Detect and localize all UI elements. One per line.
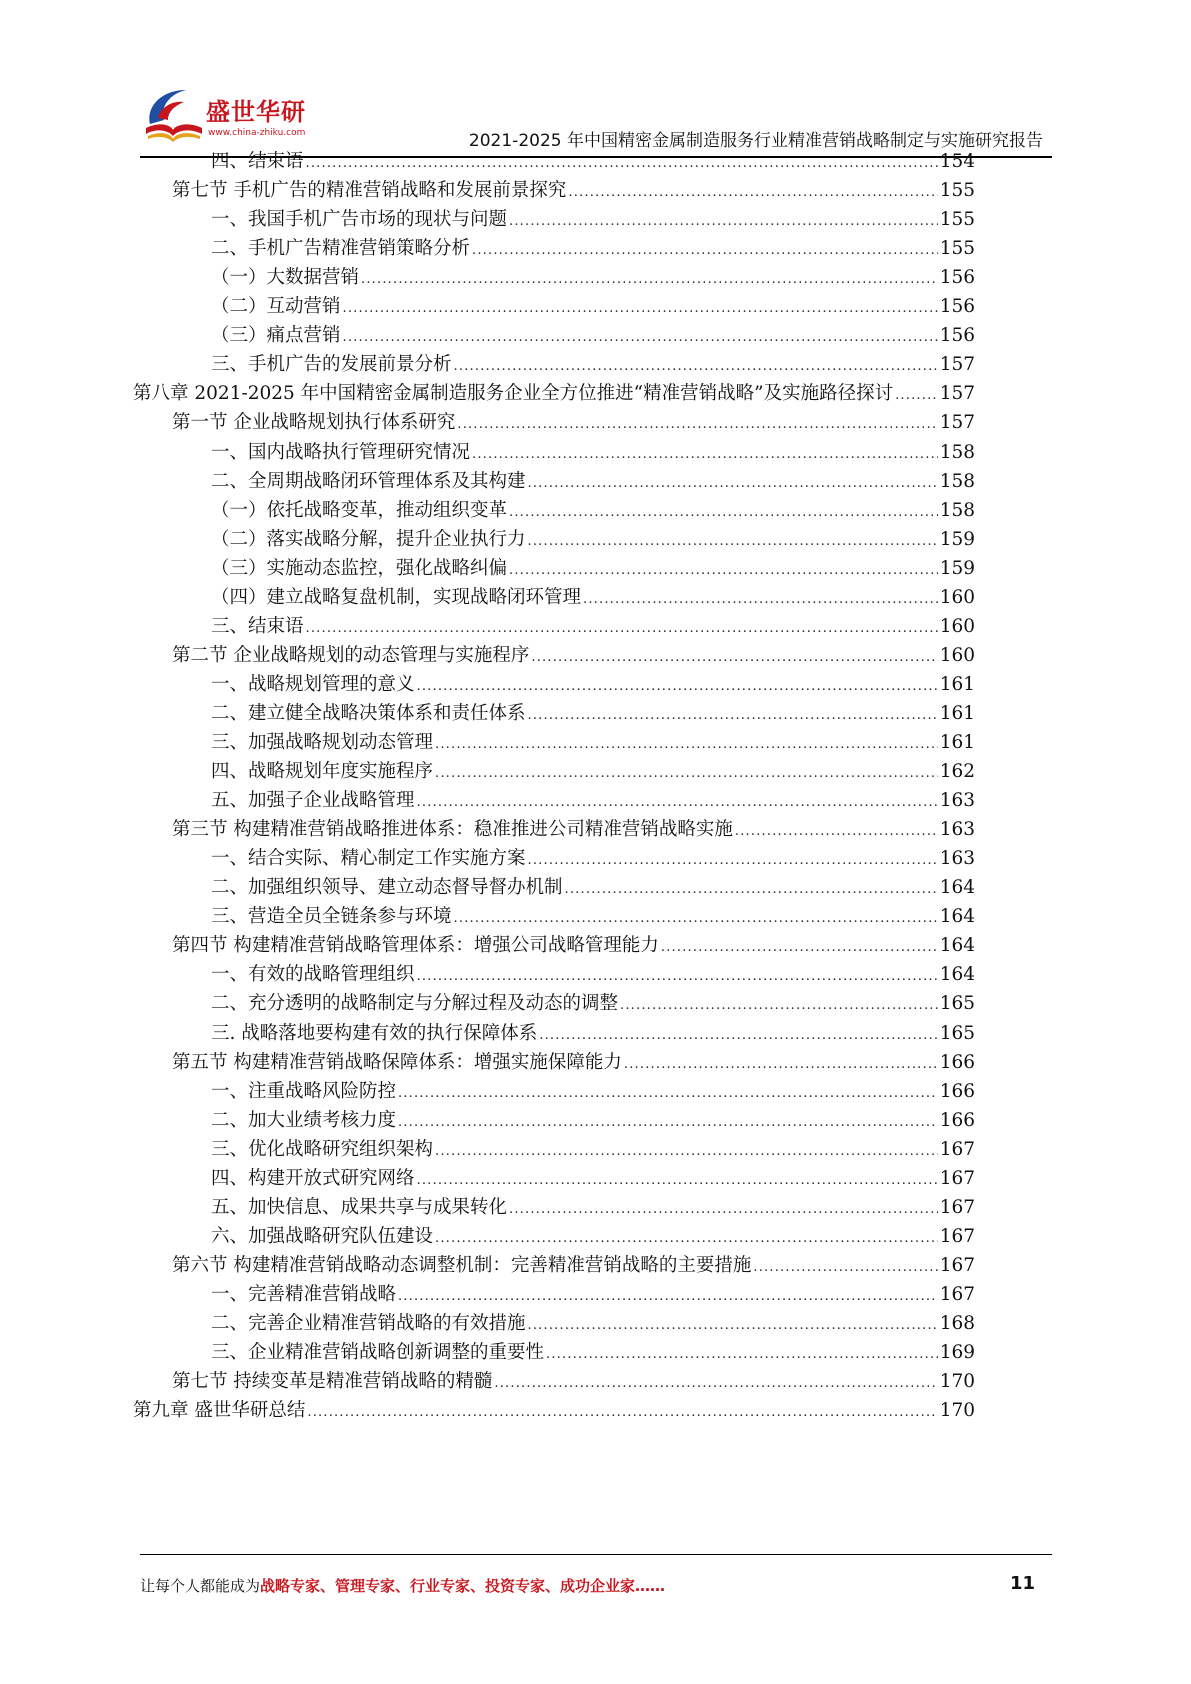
toc-entry-page: 164 <box>939 935 975 957</box>
toc-entry[interactable] <box>211 524 975 555</box>
toc-entry[interactable] <box>211 698 975 729</box>
logo-url: www.china-zhiku.com <box>208 128 306 138</box>
toc-entry[interactable] <box>172 814 975 845</box>
toc-entry-label: 一、结合实际、精心制定工作实施方案 <box>211 848 526 870</box>
toc-entry-page: 156 <box>939 325 975 347</box>
toc-entry[interactable] <box>211 785 975 816</box>
page-header <box>0 0 1191 160</box>
toc-entry-page: 159 <box>939 528 975 550</box>
toc-entry[interactable] <box>211 582 975 613</box>
toc-entry-label: （四）建立战略复盘机制，实现战略闭环管理 <box>211 586 582 608</box>
toc-entry[interactable] <box>211 611 975 642</box>
toc-entry[interactable] <box>211 872 975 903</box>
toc-entry[interactable] <box>211 262 975 293</box>
footer-slogan-prefix: 让每个人都能成为 <box>140 1577 261 1595</box>
toc-entry-page: 158 <box>939 499 975 521</box>
toc-entry[interactable] <box>211 1134 975 1165</box>
toc-entry-label: 一、国内战略执行管理研究情况 <box>211 441 471 463</box>
toc-entry[interactable] <box>211 466 975 497</box>
toc-entry[interactable] <box>211 756 975 787</box>
toc-entry-label: 一、我国手机广告市场的现状与问题 <box>211 209 508 231</box>
toc-entry-page: 166 <box>939 1080 975 1102</box>
toc-entry-label: 第七节 持续变革是精准营销战略的精髓 <box>172 1371 493 1393</box>
toc-entry-page: 170 <box>939 1400 975 1422</box>
toc-entry[interactable] <box>211 320 975 351</box>
toc-entry-page: 164 <box>939 906 975 928</box>
page-number: 11 <box>1009 1573 1035 1594</box>
toc-entry-label: 第二节 企业战略规划的动态管理与实施程序 <box>172 644 530 666</box>
toc-entry-label: 三、营造全员全链条参与环境 <box>211 906 452 928</box>
toc-entry-label: 三. 战略落地要构建有效的执行保障体系 <box>211 1022 538 1044</box>
toc-entry-label: 二、加大业绩考核力度 <box>211 1109 397 1131</box>
company-logo <box>140 84 320 154</box>
toc-entry[interactable] <box>211 1192 975 1223</box>
toc-entry[interactable] <box>211 1308 975 1339</box>
toc-entry[interactable] <box>211 1337 975 1368</box>
toc-entry[interactable] <box>172 407 975 438</box>
toc-entry-page: 159 <box>939 557 975 579</box>
toc-entry-page: 166 <box>939 1109 975 1131</box>
toc-entry-label: （一）大数据营销 <box>211 267 360 289</box>
toc-entry[interactable] <box>211 553 975 584</box>
toc-entry-label: 四、构建开放式研究网络 <box>211 1167 415 1189</box>
toc-entry-page: 168 <box>939 1313 975 1334</box>
toc-entry-label: 一、注重战略风险防控 <box>211 1080 397 1102</box>
toc-entry[interactable] <box>172 175 975 206</box>
toc-entry-page: 161 <box>939 702 975 724</box>
toc-entry[interactable] <box>211 959 975 990</box>
toc-entry[interactable] <box>211 437 975 468</box>
toc-entry[interactable] <box>172 1250 975 1281</box>
toc-entry-label: 四、战略规划年度实施程序 <box>211 761 434 783</box>
toc-entry[interactable] <box>133 1395 975 1426</box>
toc-entry-label: 第六节 构建精准营销战略动态调整机制：完善精准营销战略的主要措施 <box>172 1254 752 1276</box>
toc-entry-label: 第五节 构建精准营销战略保障体系：增强实施保障能力 <box>172 1051 622 1073</box>
toc-entry-label: 一、有效的战略管理组织 <box>211 964 415 986</box>
toc-entry[interactable] <box>211 1163 975 1194</box>
toc-entry[interactable] <box>211 901 975 932</box>
toc-entry-label: 第一节 企业战略规划执行体系研究 <box>172 412 456 434</box>
toc-entry-page: 167 <box>939 1138 975 1160</box>
toc-entry-label: 二、手机广告精准营销策略分析 <box>211 238 471 260</box>
toc-entry[interactable] <box>211 146 975 177</box>
toc-entry[interactable] <box>211 1279 975 1310</box>
toc-entry-label: 三、加强战略规划动态管理 <box>211 732 434 753</box>
footer-divider <box>140 1554 1052 1555</box>
toc-entry-label: 三、优化战略研究组织架构 <box>211 1138 434 1160</box>
toc-entry-label: （二）互动营销 <box>211 296 341 318</box>
toc-entry-page: 155 <box>939 209 975 231</box>
toc-entry-label: 三、企业精准营销战略创新调整的重要性 <box>211 1342 545 1364</box>
toc-entry-page: 156 <box>939 296 975 318</box>
toc-entry-label: 五、加强子企业战略管理 <box>211 790 415 812</box>
toc-entry[interactable] <box>211 204 975 235</box>
toc-entry-page: 167 <box>939 1254 975 1276</box>
toc-entry-label: 第四节 构建精准营销战略管理体系：增强公司战略管理能力 <box>172 935 659 957</box>
toc-entry-label: 第九章 盛世华研总结 <box>133 1400 306 1422</box>
toc-entry-page: 154 <box>939 151 975 172</box>
toc-entry[interactable] <box>211 843 975 874</box>
toc-entry[interactable] <box>172 930 975 961</box>
toc-entry-page: 162 <box>939 761 975 783</box>
toc-entry-label: 二、充分透明的战略制定与分解过程及动态的调整 <box>211 993 619 1015</box>
toc-entry-label: 第三节 构建精准营销战略推进体系：稳准推进公司精准营销战略实施 <box>172 819 733 841</box>
toc-entry-label: 第八章 2021-2025 年中国精密金属制造服务企业全方位推进“精准营销战略”及实施路径探讨 <box>133 383 894 405</box>
toc-entry-page: 156 <box>939 267 975 289</box>
toc-entry-label: 一、完善精准营销战略 <box>211 1283 397 1305</box>
toc-entry-label: 二、建立健全战略决策体系和责任体系 <box>211 702 526 724</box>
toc-entry-page: 160 <box>939 615 975 637</box>
toc-entry-label: （三）痛点营销 <box>211 325 341 347</box>
toc-entry-page: 170 <box>939 1371 975 1393</box>
toc-entry[interactable] <box>211 1221 975 1252</box>
toc-entry-label: 二、加强组织领导、建立动态督导督办机制 <box>211 877 563 899</box>
toc-entry-label: 三、手机广告的发展前景分析 <box>211 354 452 376</box>
toc-entry-label: 三、结束语 <box>211 615 304 637</box>
toc-entry[interactable] <box>211 727 975 758</box>
report-title: 2021-2025 年中国精密金属制造服务行业精准营销战略制定与实施研究报告 <box>468 131 1043 151</box>
toc-entry-page: 163 <box>939 819 975 841</box>
toc-entry[interactable] <box>211 233 975 264</box>
toc-entry-page: 160 <box>939 644 975 666</box>
toc-entry-label: （二）落实战略分解，提升企业执行力 <box>211 528 526 550</box>
toc-entry-page: 167 <box>939 1283 975 1305</box>
footer-slogan <box>140 1575 665 1596</box>
toc-entry-page: 166 <box>939 1051 975 1073</box>
toc-entry[interactable] <box>211 1018 975 1049</box>
footer-slogan-highlights: 战略专家、管理专家、行业专家、投资专家、成功企业家…… <box>260 1577 666 1595</box>
toc-entry-page: 164 <box>939 964 975 986</box>
toc-entry-label: 二、完善企业精准营销战略的有效措施 <box>211 1313 526 1334</box>
toc-entry-page: 157 <box>939 412 975 434</box>
toc-entry-page: 167 <box>939 1167 975 1189</box>
toc-entry[interactable] <box>211 495 975 526</box>
toc-entry-page: 158 <box>939 441 975 463</box>
toc-entry-page: 169 <box>939 1342 975 1364</box>
toc-entry[interactable] <box>172 640 975 671</box>
toc-entry-label: （一）依托战略变革，推动组织变革 <box>211 499 508 521</box>
toc-entry-page: 160 <box>939 586 975 608</box>
toc-entry-label: （三）实施动态监控，强化战略纠偏 <box>211 557 508 579</box>
toc-entry-page: 161 <box>939 732 975 753</box>
toc-entry-label: 六、加强战略研究队伍建设 <box>211 1225 434 1247</box>
toc-entry[interactable] <box>211 291 975 322</box>
toc-entry-page: 163 <box>939 848 975 870</box>
toc-entry-page: 155 <box>939 180 975 202</box>
toc-entry-page: 165 <box>939 1022 975 1044</box>
logo-name: 盛世华研 <box>206 98 306 126</box>
toc-entry-page: 164 <box>939 877 975 899</box>
toc-entry[interactable] <box>211 1076 975 1107</box>
toc-entry[interactable] <box>211 349 975 380</box>
book-swoosh-logo-icon <box>140 84 206 146</box>
toc-entry-page: 157 <box>939 383 975 405</box>
toc-entry-label: 第七节 手机广告的精准营销战略和发展前景探究 <box>172 180 567 202</box>
toc-entry[interactable] <box>211 1105 975 1136</box>
toc-entry-page: 155 <box>939 238 975 260</box>
toc-entry[interactable] <box>172 1366 975 1397</box>
toc-entry[interactable] <box>133 378 975 409</box>
toc-dot-leader <box>307 1397 937 1428</box>
toc-entry-page: 161 <box>939 673 975 695</box>
toc-entry[interactable] <box>211 669 975 700</box>
toc-entry-label: 五、加快信息、成果共享与成果转化 <box>211 1196 508 1218</box>
toc-entry-page: 158 <box>939 470 975 492</box>
toc-entry-page: 167 <box>939 1196 975 1218</box>
toc-entry-page: 167 <box>939 1225 975 1247</box>
toc-entry-page: 165 <box>939 993 975 1015</box>
toc-entry[interactable] <box>211 988 975 1019</box>
toc-entry-page: 163 <box>939 790 975 812</box>
toc-entry-label: 四、结束语 <box>211 151 304 172</box>
toc-entry-page: 157 <box>939 354 975 376</box>
toc-entry-label: 一、战略规划管理的意义 <box>211 673 415 695</box>
toc-entry-label: 二、全周期战略闭环管理体系及其构建 <box>211 470 526 492</box>
toc-entry[interactable] <box>172 1047 975 1078</box>
